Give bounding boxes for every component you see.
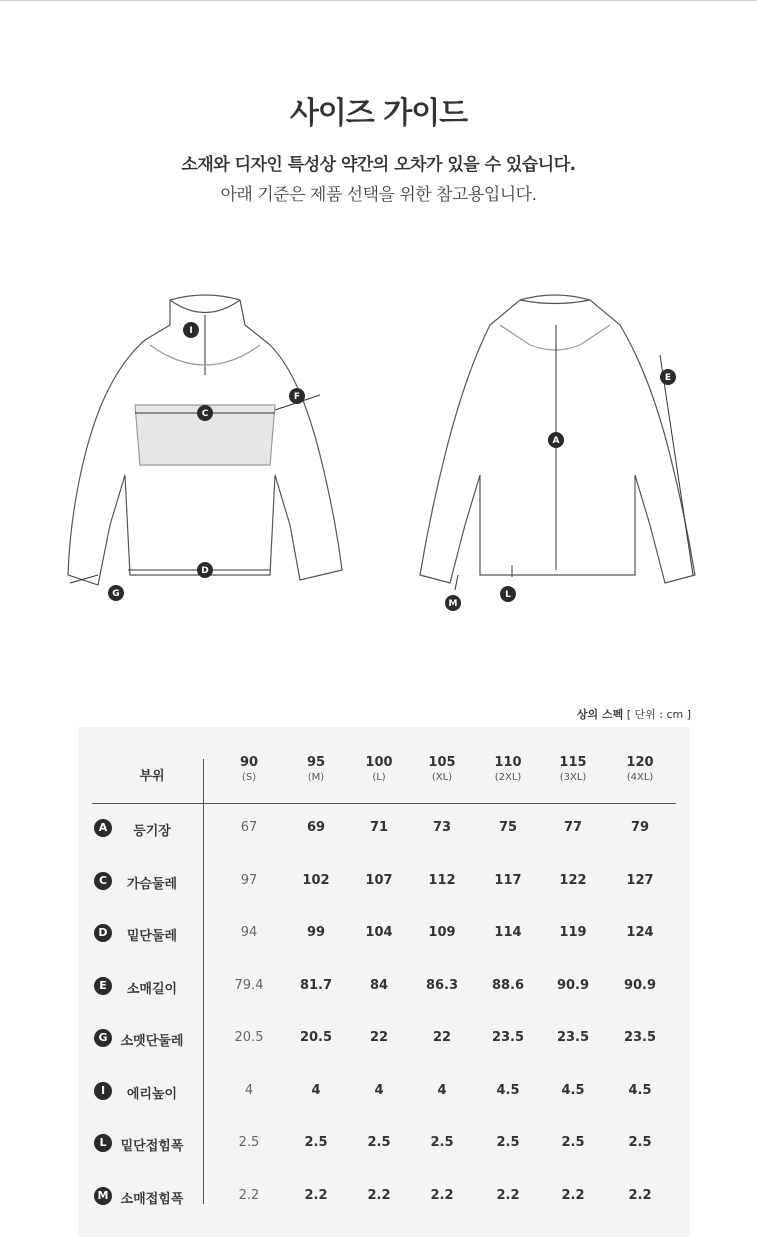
size-col-0 [219, 755, 279, 783]
table-row [78, 921, 690, 951]
size-label: (3XL) [559, 772, 587, 783]
size-col-6 [610, 755, 670, 783]
row-value: 2.5 [304, 1135, 328, 1150]
row-part-name: 에리높이 [126, 1086, 178, 1102]
row-value: 117 [494, 872, 522, 888]
row-value: 90.9 [556, 977, 590, 993]
label-a: A [552, 436, 560, 446]
table-row [78, 1026, 690, 1056]
row-value: 124 [626, 925, 654, 940]
row-badge: E [94, 977, 112, 995]
size-value: 105 [428, 755, 456, 770]
row-value: 22 [432, 1030, 452, 1045]
row-value: 102 [302, 872, 330, 888]
size-diagram [60, 285, 700, 625]
notice-line-2: 아래 기준은 제품 선택을 위한 참고용입니다. [220, 185, 537, 205]
row-value: 2.2 [561, 1187, 585, 1203]
row-badge: A [94, 819, 112, 837]
row-badge: G [94, 1029, 112, 1047]
row-part-name: 소맷단둘레 [120, 1034, 184, 1049]
row-value: 2.5 [367, 1135, 391, 1150]
spec-unit-label [577, 706, 691, 722]
table-header-divider [92, 803, 676, 804]
label-g: G [112, 589, 120, 599]
table-row [78, 974, 690, 1004]
row-badge: L [94, 1134, 112, 1152]
row-value: 2.2 [304, 1187, 328, 1203]
size-value: 115 [559, 755, 587, 770]
size-value: 100 [365, 755, 393, 770]
row-value: 104 [365, 925, 393, 940]
row-value: 114 [494, 925, 522, 940]
row-value: 2.2 [496, 1187, 520, 1203]
table-row [78, 1079, 690, 1109]
row-value: 79 [630, 820, 650, 835]
row-value: 2.2 [628, 1187, 652, 1203]
label-i: I [189, 326, 193, 336]
label-c: C [201, 409, 209, 419]
row-value: 122 [559, 872, 587, 888]
row-badge: M [94, 1187, 112, 1205]
row-value: 99 [306, 925, 326, 940]
row-value: 4 [437, 1082, 447, 1098]
row-value: 23.5 [556, 1030, 590, 1045]
size-col-1 [286, 755, 346, 783]
row-value: 119 [559, 925, 587, 940]
row-value: 127 [626, 872, 654, 888]
row-value: 2.5 [496, 1135, 520, 1150]
row-value: 23.5 [491, 1030, 525, 1045]
label-l: L [505, 590, 511, 600]
size-value: 90 [239, 755, 259, 770]
size-col-2 [349, 755, 409, 783]
row-value: 86.3 [425, 977, 459, 993]
row-value: 2.5 [430, 1135, 454, 1150]
row-value: 88.6 [491, 977, 525, 993]
label-m: M [448, 599, 458, 609]
label-e: E [664, 373, 672, 383]
row-part-name: 소매접힘폭 [120, 1191, 184, 1207]
top-divider [0, 0, 757, 1]
label-f: F [293, 392, 301, 402]
row-value: 97 [240, 872, 258, 888]
row-value: 77 [563, 820, 583, 835]
row-value: 67 [240, 820, 258, 835]
row-value: 4 [374, 1082, 384, 1098]
size-label: (S) [241, 772, 257, 783]
row-badge: D [94, 924, 112, 942]
row-part-name: 밑단접힘폭 [120, 1139, 184, 1154]
size-label: (L) [372, 772, 386, 783]
size-label: (4XL) [626, 772, 654, 783]
size-value: 120 [626, 755, 654, 770]
row-value: 94 [240, 925, 258, 940]
size-label: (M) [307, 772, 325, 783]
row-value: 2.5 [628, 1135, 652, 1150]
row-part-name: 소매길이 [126, 981, 178, 997]
page-title: 사이즈 가이드 [289, 96, 468, 131]
size-label: (2XL) [494, 772, 522, 783]
row-badge: C [94, 872, 112, 890]
row-value: 2.2 [238, 1187, 260, 1203]
front-view [68, 295, 342, 585]
spec-title: 상의 스펙 [576, 708, 624, 721]
row-value: 107 [365, 872, 393, 888]
row-value: 90.9 [623, 977, 657, 993]
row-value: 79.4 [234, 977, 264, 993]
notice-line-1: 소재와 디자인 특성상 약간의 오차가 있을 수 있습니다. [181, 155, 576, 175]
size-col-3 [412, 755, 472, 783]
size-value: 110 [494, 755, 522, 770]
row-value: 2.2 [430, 1187, 454, 1203]
row-value: 73 [432, 820, 452, 835]
row-part-name: 등기장 [133, 824, 171, 839]
table-row [78, 1184, 690, 1214]
row-value: 2.5 [561, 1135, 585, 1150]
size-value: 95 [306, 755, 326, 770]
row-part-name: 가슴둘레 [126, 876, 178, 892]
spec-unit: [ 단위 : cm ] [626, 708, 691, 721]
row-value: 2.2 [367, 1187, 391, 1203]
row-value: 112 [428, 872, 456, 888]
row-value: 4.5 [496, 1082, 520, 1098]
row-value: 2.5 [238, 1135, 260, 1150]
size-col-5 [543, 755, 603, 783]
row-value: 69 [306, 820, 326, 835]
row-value: 4.5 [628, 1082, 652, 1098]
row-value: 71 [369, 820, 389, 835]
row-badge: I [94, 1082, 112, 1100]
row-value: 81.7 [299, 977, 333, 993]
row-value: 4 [311, 1082, 321, 1098]
row-value: 23.5 [623, 1030, 657, 1045]
row-value: 75 [498, 820, 518, 835]
size-label: (XL) [431, 772, 453, 783]
row-value: 109 [428, 925, 456, 940]
row-value: 20.5 [299, 1030, 333, 1045]
row-value: 84 [369, 977, 389, 993]
row-value: 20.5 [234, 1030, 264, 1045]
table-header [78, 755, 690, 803]
size-table [78, 727, 690, 1237]
label-d: D [201, 566, 209, 576]
size-col-4 [478, 755, 538, 783]
table-row [78, 816, 690, 846]
row-value: 4 [244, 1082, 254, 1098]
table-row [78, 1131, 690, 1161]
row-value: 4.5 [561, 1082, 585, 1098]
row-part-name: 밑단둘레 [126, 929, 178, 944]
table-row [78, 869, 690, 899]
row-value: 22 [369, 1030, 389, 1045]
part-header: 부위 [139, 769, 165, 784]
